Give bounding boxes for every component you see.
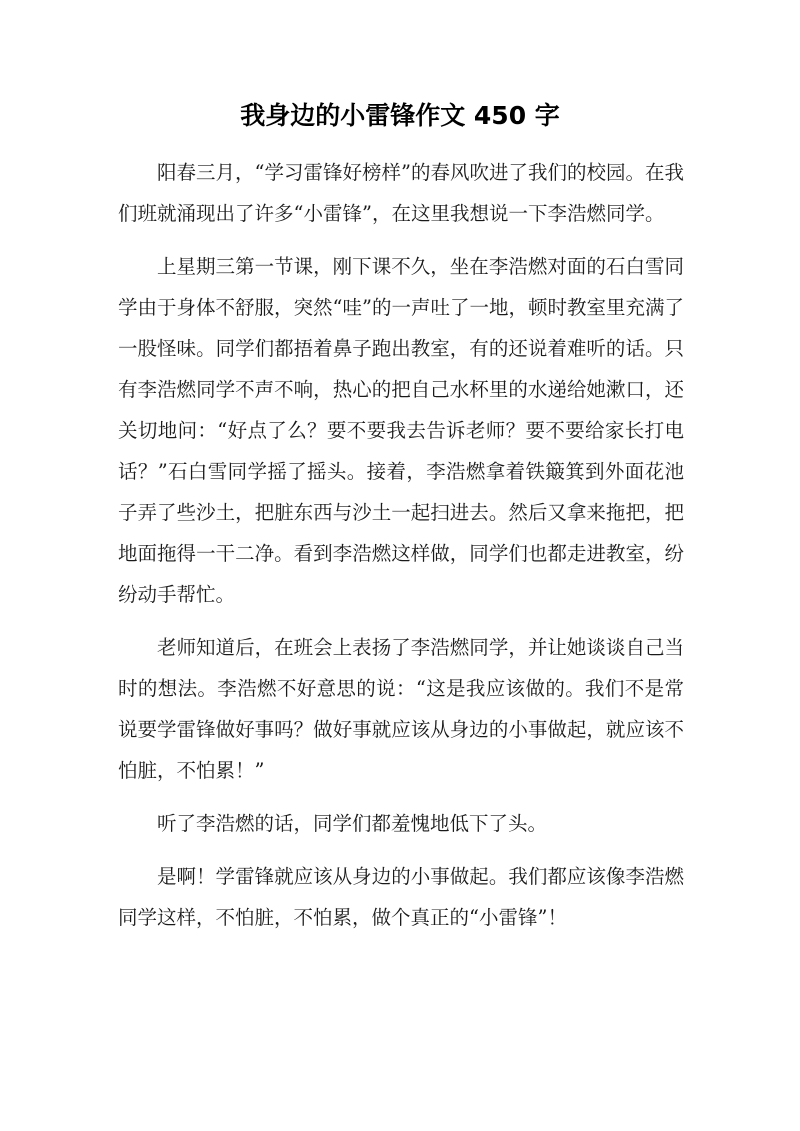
paragraph-1: 阳春三月，“学习雷锋好榜样”的春风吹进了我们的校园。在我们班就涌现出了许多“小雷锋”，在这里我想说一下李浩燃同学。 [118, 161, 684, 225]
paragraph-5: 是啊！学雷锋就应该从身边的小事做起。我们都应该像李浩燃同学这样，不怕脏，不怕累，做个真正的“小雷锋”！ [118, 865, 684, 929]
document-title: 我身边的小雷锋作文 450 字 [240, 101, 560, 130]
paragraph-3: 老师知道后，在班会上表扬了李浩燃同学，并让她谈谈自己当时的想法。李浩燃不好意思的说：“这是我应该做的。我们不是常说要学雷锋做好事吗？做好事就应该从身边的小事做起，就应该不怕脏，不怕累！” [118, 636, 684, 782]
paragraph-4: 听了李浩燃的话，同学们都羞愧地低下了头。 [157, 812, 548, 835]
paragraph-2: 上星期三第一节课，刚下课不久，坐在李浩燃对面的石白雪同学由于身体不舒服，突然“哇”的一声吐了一地，顿时教室里充满了一股怪味。同学们都捂着鼻子跑出教室，有的还说着难听的话。只有李浩燃同学不声不响，热心的把自己水杯里的水递给她漱口，还关切地问：“好点了么？要不要我去告诉老师？要不要给家长打电话？”石白雪同学摇了摇头。接着，李浩燃拿着铁簸箕到外面花池子弄了些沙土，把脏东西与沙土一起扫进去。然后又拿来拖把，把地面拖得一干二净。看到李浩燃这样做，同学们也都走进教室，纷纷动手帮忙。 [118, 255, 684, 606]
document-body [118, 152, 684, 938]
